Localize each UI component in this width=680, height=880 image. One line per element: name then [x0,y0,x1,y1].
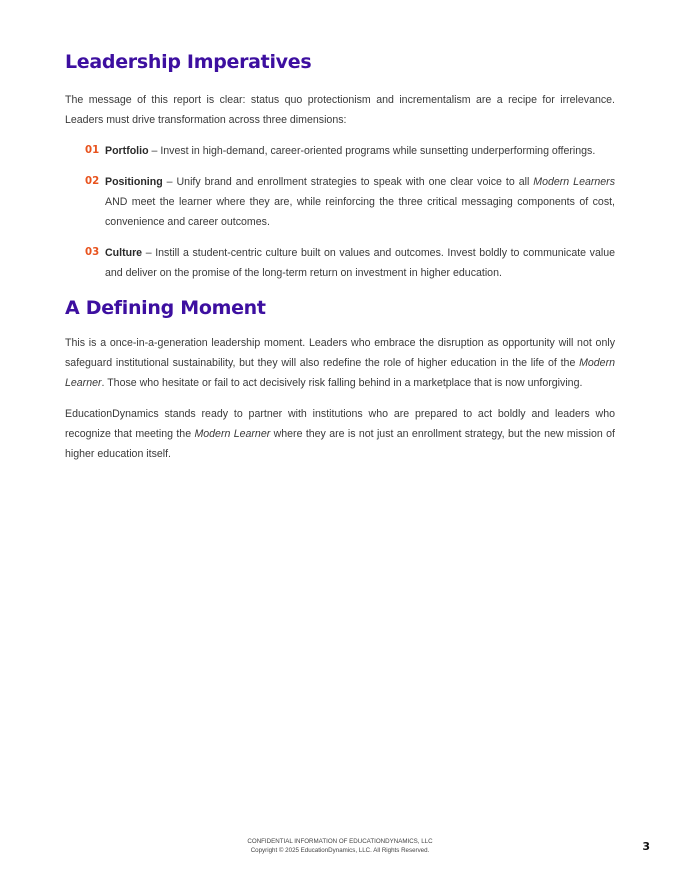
list-item-culture [85,243,615,283]
list-item-dash: – [162,176,177,188]
footer-confidential-notice: CONFIDENTIAL INFORMATION OF EDUCATIONDYNAMICS, LLC [247,838,433,845]
page-number: 3 [642,840,650,853]
list-item-positioning [85,172,615,232]
list-item-text [105,172,615,232]
italic-term: Modern Learner [194,428,271,440]
imperatives-list [65,141,615,283]
list-item-text [105,243,615,283]
defining-moment-paragraph-2 [65,404,615,464]
footer-copyright: Copyright © 2025 EducationDynamics, LLC. All Rights Reserved. [250,846,430,854]
paragraph-text: This is a once-in-a-generation leadership moment. Leaders who embrace the disruption as opportunity will not only safeguard institutional sustainability, but they will also redefine the role of higher education in the life of the [65,337,615,369]
list-item-portfolio [85,141,615,161]
section-heading-leadership-imperatives: Leadership Imperatives [65,51,312,73]
list-item-body: Unify brand and enrollment strategies to speak with one clear voice to all [176,176,534,188]
list-item-body: Instill a student-centric culture built on values and outcomes. Invest boldly to communicate value and deliver on the promise of the long-term return on investment in higher education. [105,247,615,279]
list-item-dash: – [148,145,161,157]
list-item-title: Culture [105,247,143,259]
list-item-body-continued: AND meet the learner where they are, while reinforcing the three critical messaging components of cost, convenience and career outcomes. [105,196,615,228]
italic-term: Modern Learner [65,357,615,389]
defining-moment-paragraph-1 [65,333,615,393]
paragraph-text-continued: . Those who hesitate or fail to act decisively risk falling behind in a marketplace that is now unforgiving. [101,377,583,389]
list-number: 01 [85,145,100,156]
list-item-body: Invest in high-demand, career-oriented programs while sunsetting underperforming offerings. [160,145,596,157]
paragraph-text-continued: where they are is not just an enrollment strategy, but the new mission of higher education itself. [65,428,615,460]
list-item-dash: – [142,247,156,259]
leadership-intro-paragraph: The message of this report is clear: status quo protectionism and incrementalism are a recipe for irrelevance. Leaders must drive transformation across three dimensions: [65,94,615,126]
section-heading-defining-moment: A Defining Moment [65,297,266,319]
list-number: 02 [85,176,100,187]
list-item-title: Positioning [105,176,163,188]
list-item-title: Portfolio [105,145,149,157]
paragraph-text: EducationDynamics stands ready to partner with institutions who are prepared to act boldly and leaders who recognize that meeting the [65,408,615,440]
page-content [65,48,615,475]
list-item-italic-term: Modern Learners [533,176,615,188]
list-number: 03 [85,247,100,258]
page-footer [0,838,680,855]
list-item-text [105,141,615,161]
